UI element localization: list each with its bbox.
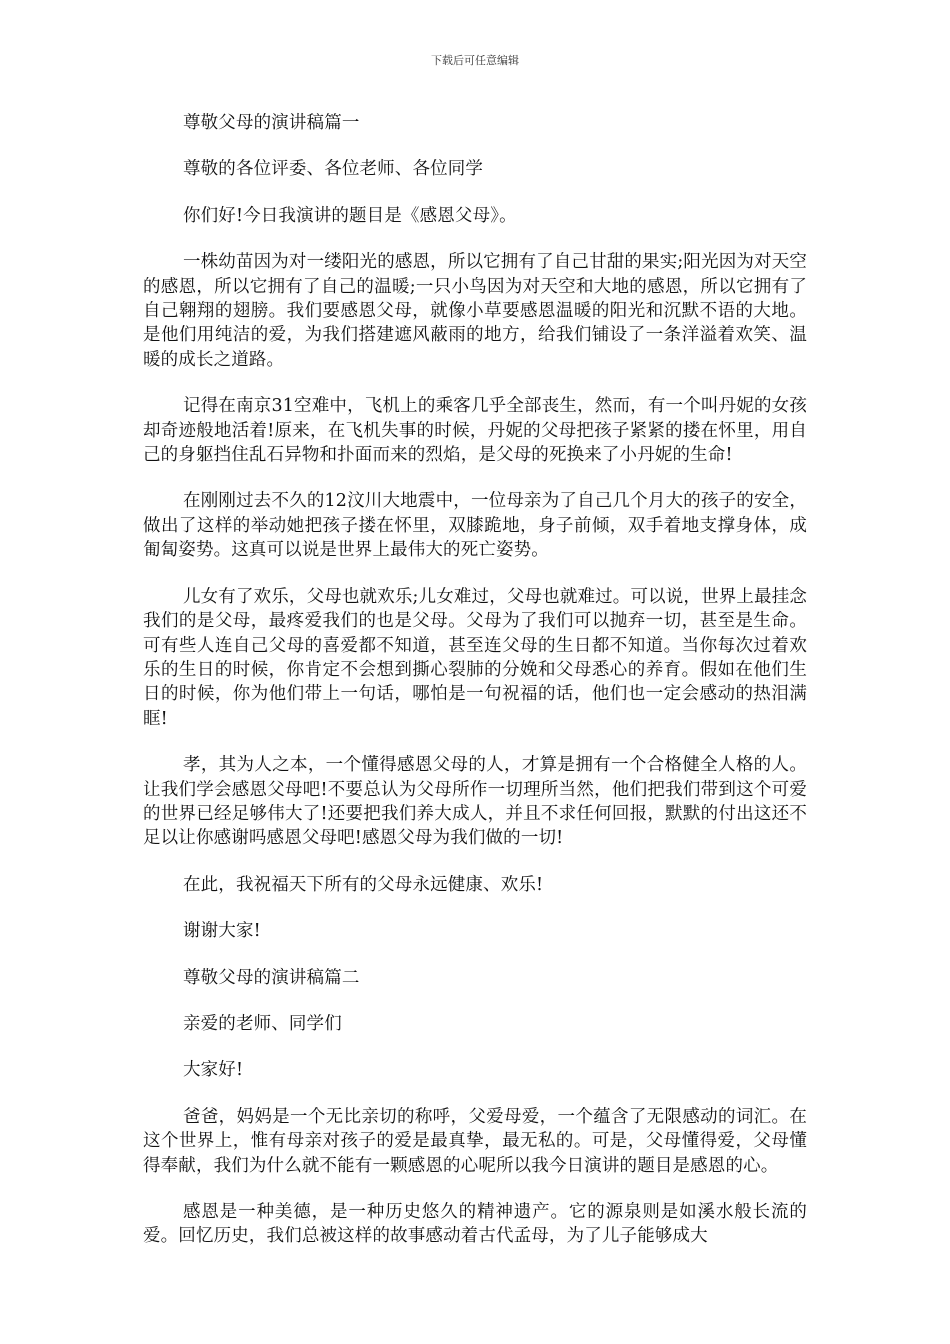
speech-title-2: 尊敬父母的演讲稿篇二	[183, 967, 360, 988]
page-header-note: 下载后可任意编辑	[431, 54, 519, 67]
salutation-2: 亲爱的老师、同学们	[183, 1013, 342, 1034]
greeting-2: 大家好!	[183, 1060, 244, 1081]
closing-thanks: 谢谢大家!	[183, 921, 261, 942]
body-paragraph: 感恩是一种美德，是一种历史悠久的精神遗产。它的源泉则是如溪水般长流的爱。回忆历史，我们总被这样的故事感动着古代孟母，为了儿子能够成大	[143, 1202, 807, 1247]
document-body	[143, 111, 807, 1271]
greeting-1: 你们好!今日我演讲的题目是《感恩父母》。	[183, 205, 517, 226]
body-paragraph: 儿女有了欢乐，父母也就欢乐;儿女难过，父母也就难过。可以说，世界上最挂念我们的是父母，最疼爱我们的也是父母。父母为了我们可以抛弃一切，甚至是生命。可有些人连自己父母的喜爱都不知道，甚至连父母的生日都不知道。当你每次过着欢乐的生日的时候，你肯定不会想到撕心裂肺的分娩和父母悉心的养育。假如在他们生日的时候，你为他们带上一句话，哪怕是一句祝福的话，他们也一定会感动的热泪满眶!	[143, 586, 807, 729]
salutation-1: 尊敬的各位评委、各位老师、各位同学	[183, 159, 484, 180]
body-paragraph: 爸爸，妈妈是一个无比亲切的称呼，父爱母爱，一个蕴含了无限感动的词汇。在这个世界上，惟有母亲对孩子的爱是最真挚，最无私的。可是，父母懂得爱，父母懂得奉献，我们为什么就不能有一颗感恩的心呢所以我今日演讲的题目是感恩的心。	[143, 1106, 807, 1176]
body-paragraph: 在刚刚过去不久的12汶川大地震中，一位母亲为了自己几个月大的孩子的安全，做出了这样的举动她把孩子搂在怀里，双膝跪地，身子前倾，双手着地支撑身体，成匍匐姿势。这真可以说是世界上最伟大的死亡姿势。	[143, 491, 807, 561]
speech-title-1: 尊敬父母的演讲稿篇一	[183, 113, 360, 133]
body-paragraph: 记得在南京31空难中，飞机上的乘客几乎全部丧生，然而，有一个叫丹妮的女孩却奇迹般地活着!原来，在飞机失事的时候，丹妮的父母把孩子紧紧的搂在怀里，用自己的身躯挡住乱石异物和扑面而来的烈焰，是父母的死换来了小丹妮的生命!	[143, 396, 807, 466]
body-paragraph: 一株幼苗因为对一缕阳光的感恩，所以它拥有了自己甘甜的果实;阳光因为对天空的感恩，所以它拥有了自己的温暖;一只小鸟因为对天空和大地的感恩，所以它拥有了自己翱翔的翅膀。我们要感恩父母，就像小草要感恩温暖的阳光和沉默不语的大地。是他们用纯洁的爱，为我们搭建遮风蔽雨的地方，给我们铺设了一条洋溢着欢笑、温暖的成长之道路。	[143, 252, 807, 370]
closing-wish: 在此，我祝福天下所有的父母永远健康、欢乐!	[183, 874, 544, 895]
body-paragraph: 孝，其为人之本，一个懂得感恩父母的人，才算是拥有一个合格健全人格的人。让我们学会感恩父母吧!不要总认为父母所作一切理所当然，他们把我们带到这个可爱的世界已经足够伟大了!还要把我们养大成人，并且不求任何回报，默默的付出这还不足以让你感谢吗感恩父母吧!感恩父母为我们做的一切!	[143, 755, 807, 849]
